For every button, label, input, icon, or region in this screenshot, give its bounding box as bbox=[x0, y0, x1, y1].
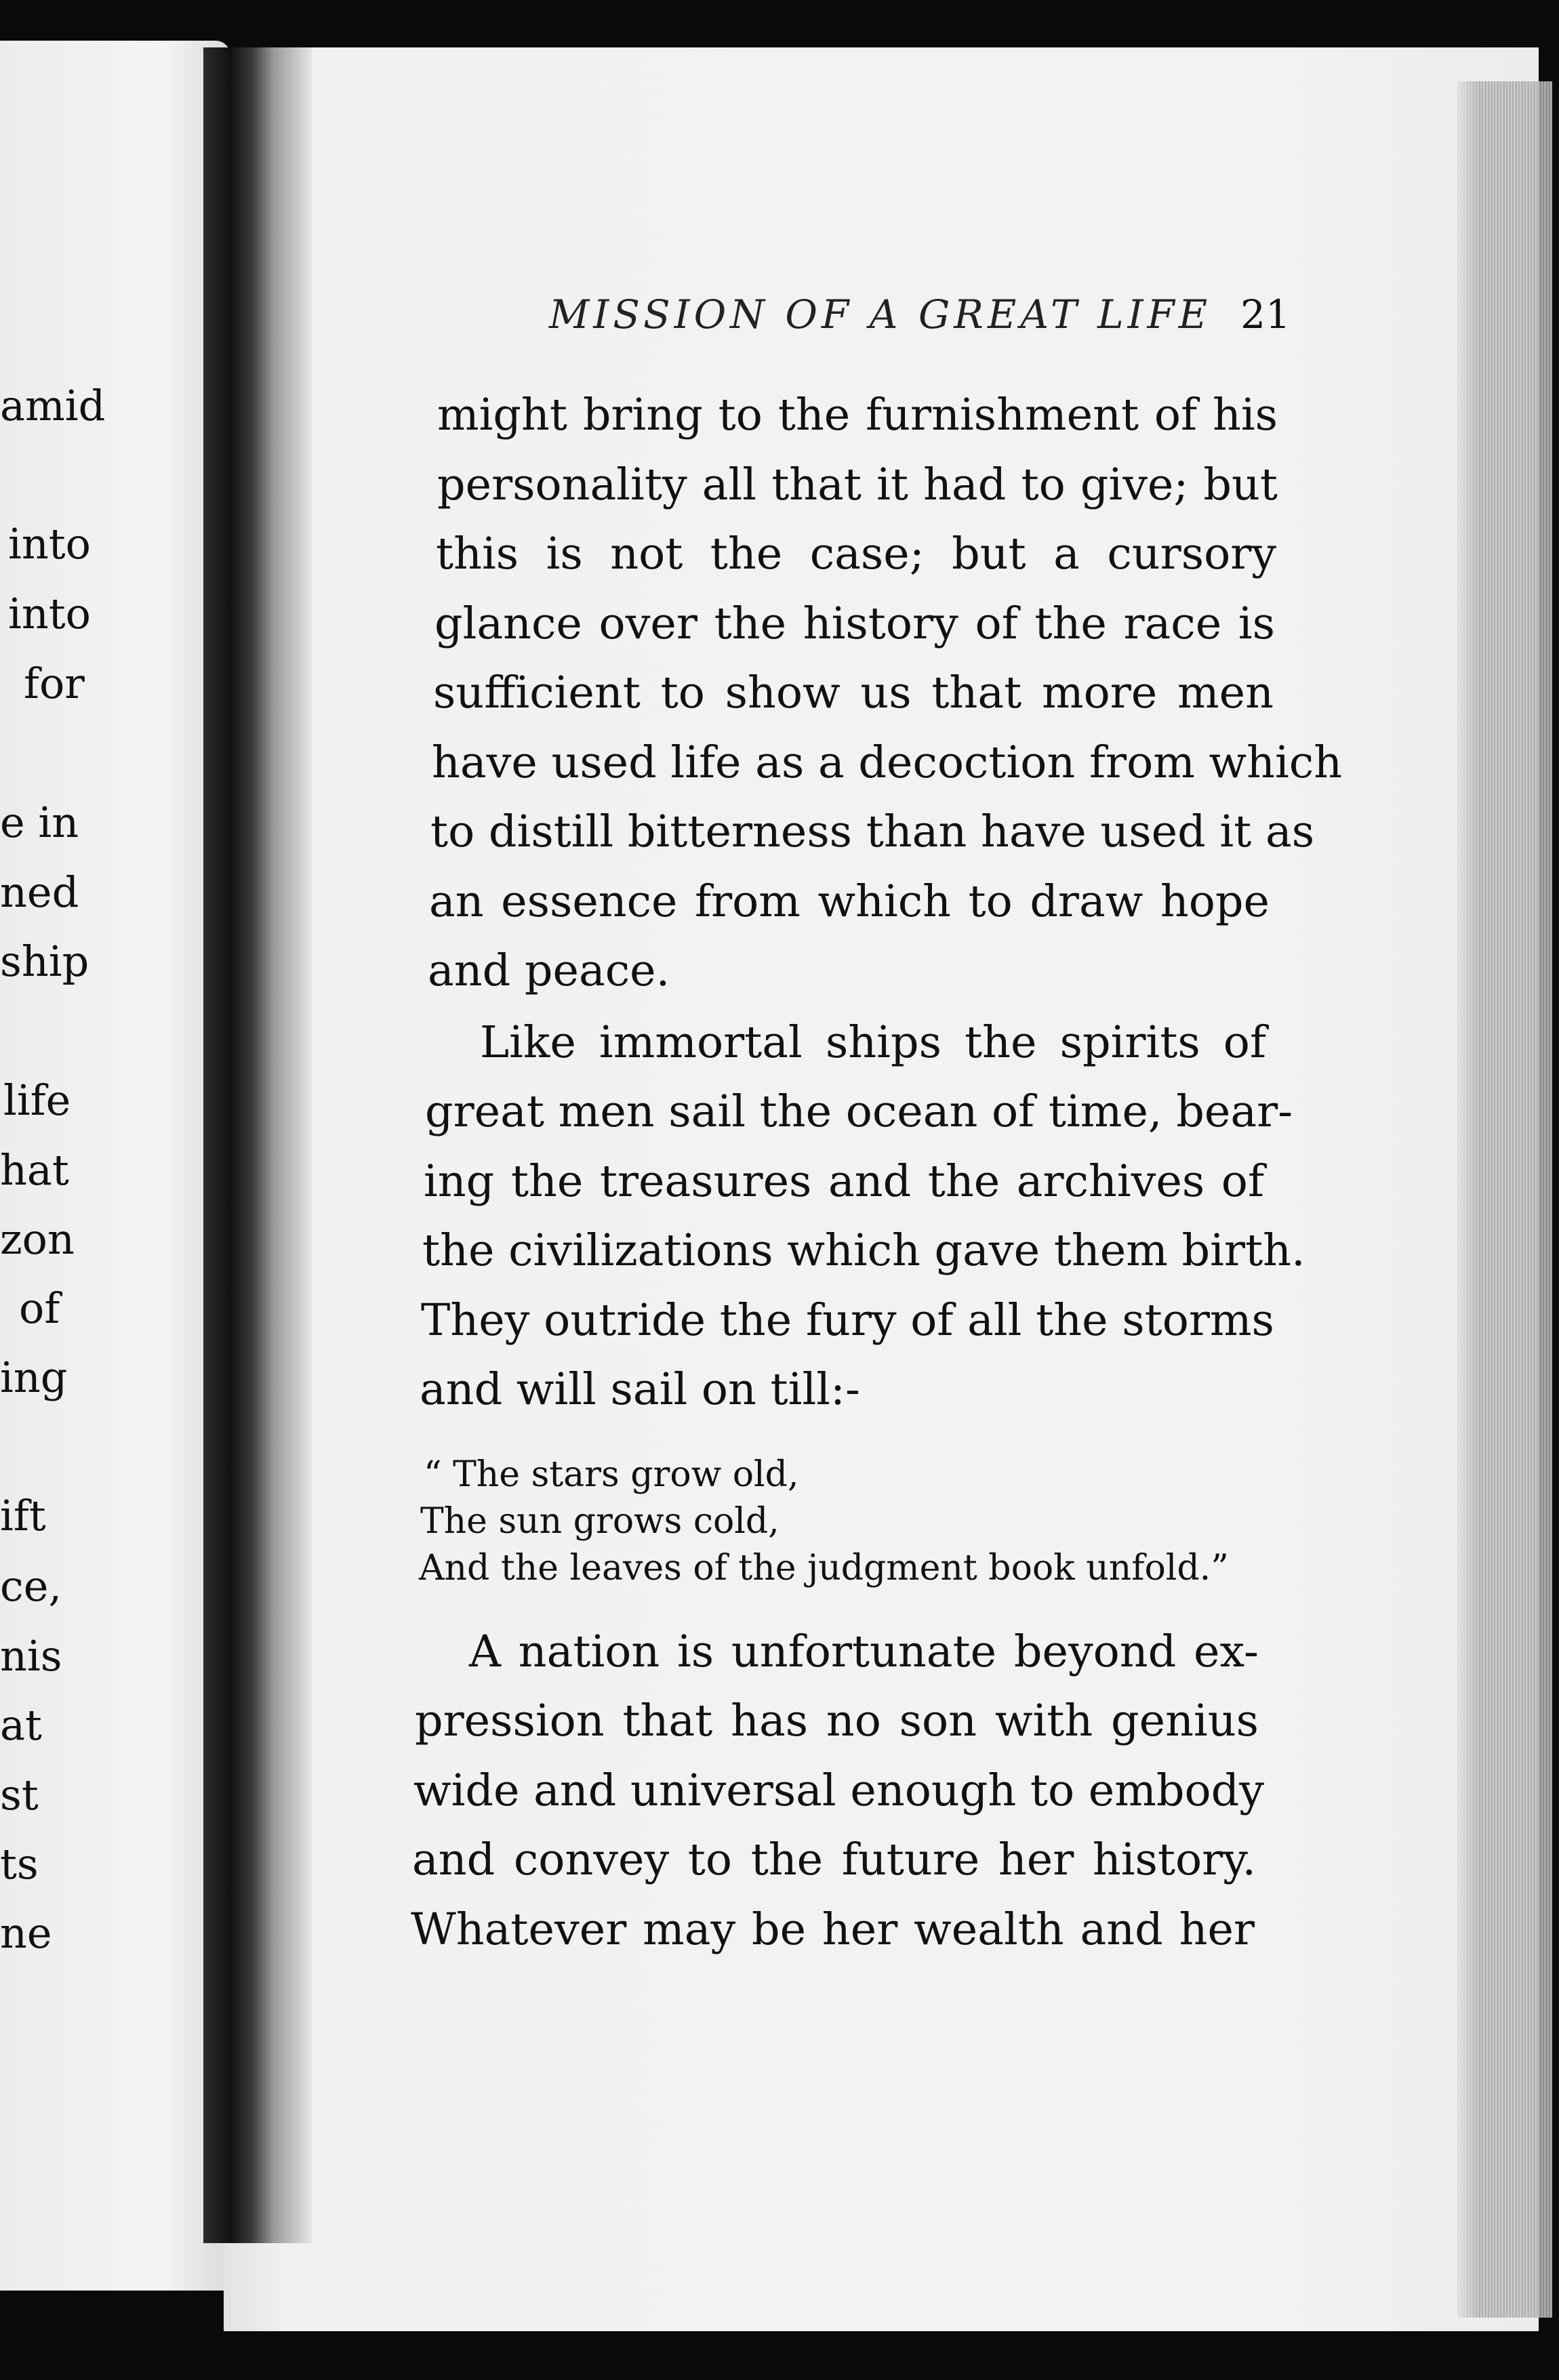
left-page-fragment: ship bbox=[0, 937, 89, 986]
left-page-fragment: ift bbox=[0, 1491, 46, 1540]
text-line: sufficient to show us that more men bbox=[433, 668, 1274, 718]
text-line: might bring to the furnishment of his bbox=[437, 390, 1278, 440]
page-edges-shade bbox=[1451, 81, 1478, 2318]
text-line: and convey to the future her history. bbox=[412, 1834, 1256, 1885]
left-page-fragment: ne bbox=[0, 1908, 52, 1958]
left-page-fragment: ing bbox=[0, 1353, 68, 1402]
text-line: Whatever may be her wealth and her bbox=[411, 1904, 1255, 1955]
left-page-fragment: at bbox=[0, 1700, 42, 1750]
poem-line: “ The stars grow old, bbox=[424, 1454, 799, 1495]
text-line: an essence from which to draw hope bbox=[429, 876, 1270, 927]
left-page-fragment: of bbox=[19, 1284, 60, 1333]
text-line: the civilizations which gave them birth. bbox=[422, 1225, 1305, 1276]
text-line: personality all that it had to give; but bbox=[437, 459, 1278, 510]
poem-line: And the leaves of the judgment book unfold.” bbox=[419, 1548, 1229, 1588]
left-page-fragment: amid bbox=[0, 381, 106, 430]
text-line: ing the treasures and the archives of bbox=[424, 1156, 1264, 1207]
text-line: Like immortal ships the spirits of bbox=[480, 1017, 1266, 1068]
left-page-fragment: ce, bbox=[0, 1561, 62, 1611]
text-line: to distill bitterness than have used it as bbox=[430, 806, 1315, 857]
text-line: glance over the history of the race is bbox=[434, 598, 1275, 649]
left-page-fragment: zon bbox=[0, 1214, 75, 1264]
text-line: have used life as a decoction from which bbox=[432, 737, 1343, 788]
left-page-fragment: e in bbox=[0, 798, 79, 847]
left-page-fragment: hat bbox=[0, 1145, 69, 1195]
text-line: pression that has no son with genius bbox=[415, 1696, 1259, 1746]
left-page-fragment: nis bbox=[0, 1631, 62, 1681]
text-line: A nation is unfortunate beyond ex- bbox=[469, 1626, 1259, 1677]
left-page-fragment: into bbox=[8, 519, 92, 569]
left-page-fragment: ts bbox=[0, 1839, 39, 1889]
text-line: great men sail the ocean of time, bear- bbox=[425, 1086, 1293, 1137]
text-line: They outride the fury of all the storms bbox=[421, 1295, 1274, 1346]
text-line: wide and universal enough to embody bbox=[413, 1765, 1264, 1816]
text-line: this is not the case; but a cursory bbox=[436, 529, 1276, 579]
running-head: MISSION OF A GREAT LIFE bbox=[549, 291, 1212, 337]
left-page-fragment: life bbox=[3, 1075, 71, 1125]
left-page-fragment: ned bbox=[0, 867, 79, 917]
poem-line: The sun grows cold, bbox=[420, 1501, 779, 1542]
page-number: 21 bbox=[1240, 291, 1291, 337]
text-line: and will sail on till:- bbox=[420, 1364, 860, 1415]
left-page-fragment: st bbox=[0, 1770, 39, 1820]
left-page-fragment: for bbox=[24, 659, 85, 708]
left-page-fragment: into bbox=[8, 589, 92, 638]
book-gutter bbox=[203, 47, 312, 2243]
text-line: and peace. bbox=[428, 945, 670, 996]
left-page bbox=[0, 41, 230, 2291]
